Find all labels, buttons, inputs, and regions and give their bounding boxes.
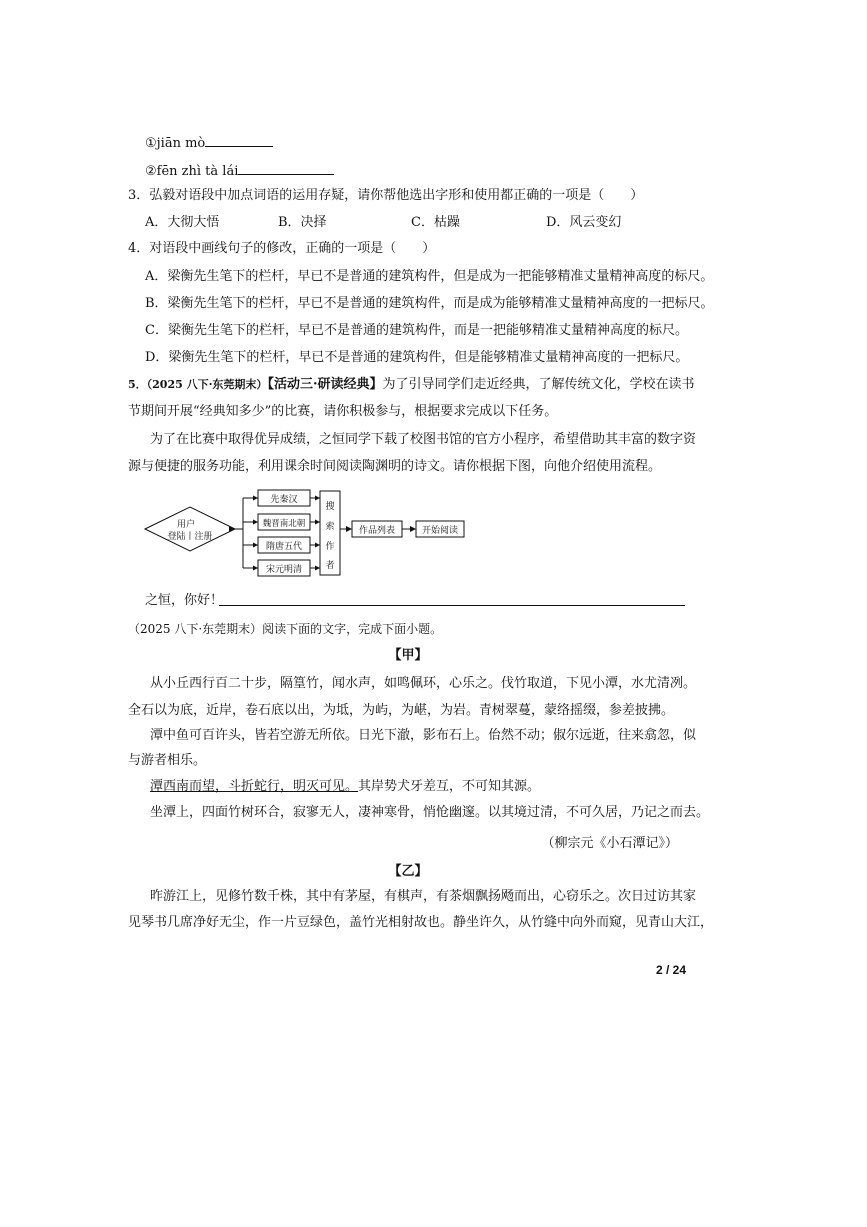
jia-line-6: 坐潭上，四面竹树环合，寂寥无人，凄神寒骨，悄怆幽邃。以其境过清，不可久居，乃记之而去。 <box>150 805 710 820</box>
jia-title: 【甲】 <box>388 648 428 663</box>
pinyin-line-2 <box>145 161 334 181</box>
jia-line-1: 从小丘西行百二十步，隔篁竹，闻水声，如鸣佩环，心乐之。伐竹取道，下见小潭，水尤清冽。 <box>150 676 697 691</box>
flowchart <box>140 486 480 582</box>
q5-answer-line <box>145 592 223 610</box>
answer-blank-1[interactable] <box>205 133 273 147</box>
q5-line1-rest: 为了引导同学们走近经典，了解传统文化，学校在读书 <box>382 377 695 392</box>
q5-line-2: 节期间开展“经典知多少”的比赛，请你积极参与，根据要求完成以下任务。 <box>128 404 558 419</box>
search-char-4: 者 <box>325 561 335 571</box>
jia-line-5 <box>150 778 540 796</box>
q4-option-b[interactable]: B．梁衡先生笔下的栏杆，早已不是普通的建筑构件，而是成为能够精准丈量精神高度的一把标尺。 <box>145 296 714 311</box>
yi-line-2: 见琴书几席净好无尘，作一片豆绿色，盖竹光相射故也。静坐许久，从竹缝中向外而窥，见青山大江， <box>128 915 714 930</box>
q5-source: 5．（2025 八下·东莞期末） <box>128 378 268 391</box>
page-number: 2 / 24 <box>655 963 686 977</box>
q5-para-2: 源与便捷的服务功能，利用课余时间阅读陶渊明的诗文。请你根据下图，向他介绍使用流程。 <box>128 459 662 474</box>
q5-answer-blank[interactable] <box>219 605 685 606</box>
era-label-3: 隋唐五代 <box>265 542 303 552</box>
q3-option-b[interactable]: B．决择 <box>278 215 327 230</box>
start-reading-label: 开始阅读 <box>421 526 459 536</box>
era-label-2: 魏晋南北朝 <box>262 519 306 529</box>
q3-option-c[interactable]: C．枯躁 <box>411 215 460 230</box>
q5-line-1 <box>128 376 694 394</box>
reading-intro: （2025 八下·东莞期末）阅读下面的文字，完成下面小题。 <box>128 622 443 636</box>
jia-line-2: 全石以为底，近岸，卷石底以出，为坻，为屿，为嵁，为岩。青树翠蔓，蒙络摇缀，参差披拂。 <box>128 703 675 718</box>
works-list-label: 作品列表 <box>358 526 396 536</box>
q4-stem: 4．对语段中画线句子的修改，正确的一项是（ ） <box>128 241 436 256</box>
jia-line-5-rest: 其岸势犬牙差互，不可知其源。 <box>358 779 541 794</box>
q3-option-d[interactable]: D．风云变幻 <box>546 215 622 230</box>
yi-title: 【乙】 <box>388 864 428 879</box>
era-label-1: 先秦汉 <box>270 495 298 505</box>
era-label-4: 宋元明清 <box>265 565 303 575</box>
q4-option-a[interactable]: A．梁衡先生笔下的栏杆，早已不是普通的建筑构件，但是成为一把能够精准丈量精神高度的标尺。 <box>145 269 714 284</box>
jia-line-4: 与游者相乐。 <box>128 753 207 768</box>
attribution: （柳宗元《小石潭记》） <box>541 836 678 851</box>
pinyin-label-1: ①jiān mò <box>145 136 206 151</box>
yi-line-1: 昨游江上，见修竹数千株，其中有茅屋，有棋声，有茶烟飘扬飏而出，心窃乐之。次日过访其家 <box>150 889 697 904</box>
flow-start-line1: 用户 <box>176 520 196 530</box>
q4-option-d[interactable]: D．梁衡先生笔下的栏杆，早已不是普通的建筑构件，但是能够精准丈量精神高度的一把标尺。 <box>145 350 689 365</box>
flow-start-line2: 登陆丨注册 <box>167 532 213 542</box>
q5-activity-tag: 【活动三·研读经典】 <box>267 377 383 392</box>
search-char-1: 搜 <box>325 502 335 512</box>
jia-line-3: 潭中鱼可百许头，皆若空游无所依。日光下澈，影布石上。佁然不动；俶尔远逝，往来翕忽，似 <box>150 728 697 743</box>
q3-option-a[interactable]: A．大彻大悟 <box>145 215 220 230</box>
q3-stem: 3．弘毅对语段中加点词语的运用存疑，请你帮他选出字形和使用都正确的一项是（ ） <box>128 188 644 203</box>
search-char-2: 索 <box>325 522 335 532</box>
answer-blank-2[interactable] <box>238 161 334 175</box>
q5-answer-prefix: 之恒，你好！ <box>145 593 224 608</box>
pinyin-line-1 <box>145 133 273 153</box>
underlined-sentence: 潭西南而望，斗折蛇行，明灭可见。 <box>150 779 359 794</box>
q4-option-c[interactable]: C．梁衡先生笔下的栏杆，早已不是普通的建筑构件，而是一把能够精准丈量精神高度的标尺。 <box>145 323 688 338</box>
q5-para-1: 为了在比赛中取得优异成绩，之恒同学下载了校图书馆的官方小程序，希望借助其丰富的数字资 <box>150 432 697 447</box>
pinyin-label-2: ②fēn zhì tà lái <box>145 164 239 179</box>
search-char-3: 作 <box>325 542 335 552</box>
